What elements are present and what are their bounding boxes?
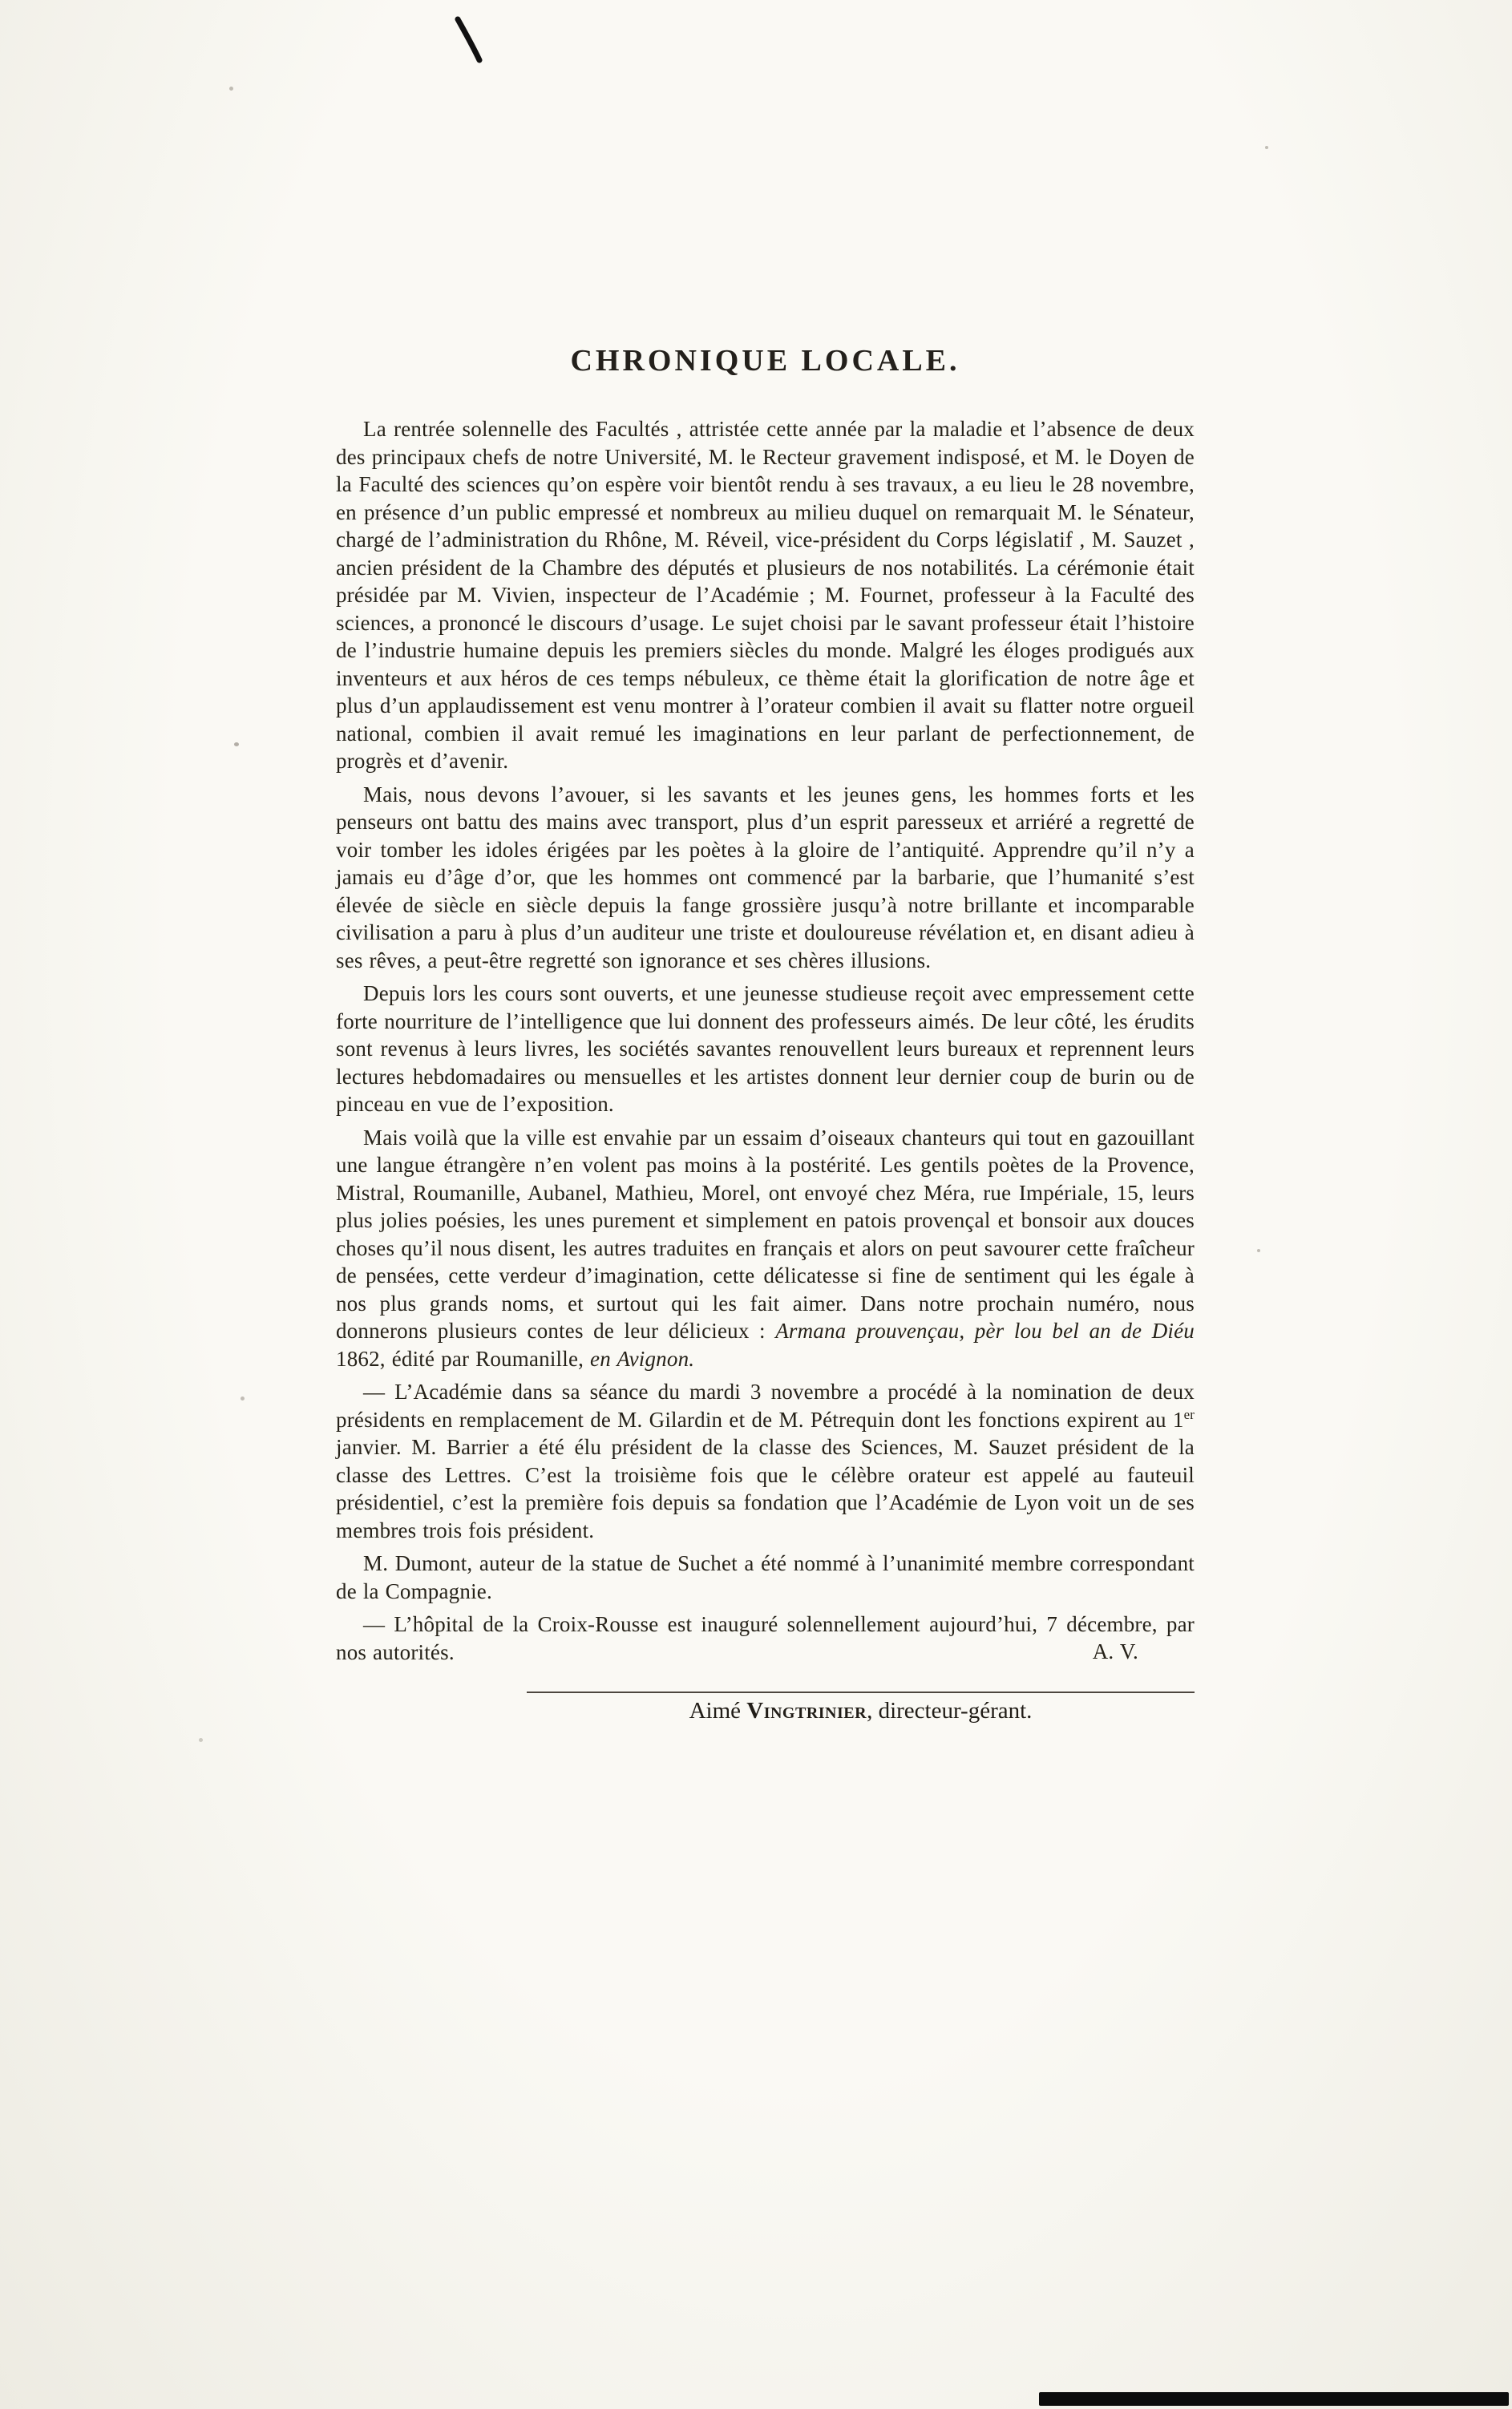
paragraph — [336, 980, 1195, 1118]
text-segment: Mais voilà que la ville est envahie par un essaim d’oiseaux chanteurs qui tout en gazouillant une langue étrangère n’en volent pas moins à la postérité. Les gentils poètes de la Provence, Mistral, Roumanille, Aubanel, Mathieu, Morel, ont envoyé chez Méra, rue Impériale, 15, leurs plus jolies poésies, les unes purement et simplement en patois provençal et bonsoir aux douces choses qu’il nous disent, les autres traduites en français et alors on peut savourer cette fraîcheur de pensées, cette verdeur d’imagination, cette délicatesse si fine de sentiment qui les égale à nos plus grands noms, et surtout qui les fait aimer. Dans notre prochain numéro, nous donnerons plusieurs contes de leur délicieux : — [336, 1125, 1195, 1343]
text-segment: Mais, nous devons l’avouer, si les savants et les jeunes gens, les hommes forts et les penseurs ont battu des mains avec transport, plus d’un esprit paresseux et arriéré a regretté de voir tomber les idoles érigées par les poètes à la gloire de l’antiquité. Apprendre qu’il n’y a jamais eu d’âge d’or, que les hommes ont commencé par la barbarie, que l’humanité s’est élevée de siècle en siècle depuis la fange grossière jusqu’à notre brillante et incomparable civilisation a paru à plus d’un auditeur une triste et douloureuse révélation et, en disant adieu à ses rêves, a peut-être regretté son ignorance et ses chères illusions. — [336, 782, 1195, 972]
article-body — [336, 415, 1195, 1666]
scan-speck — [241, 1396, 245, 1401]
scan-speck — [1265, 146, 1268, 149]
text-segment: Aimé — [689, 1698, 747, 1724]
pen-stroke-mark — [454, 16, 484, 64]
footer-byline — [527, 1692, 1195, 1724]
scan-speck — [229, 87, 233, 91]
paragraph — [336, 1124, 1195, 1373]
text-segment: Armana prouvençau, pèr lou bel an de Diéu — [775, 1319, 1195, 1343]
paragraph — [336, 415, 1195, 775]
paragraph — [336, 1611, 1195, 1666]
scan-artifact-bar — [1039, 2392, 1509, 2406]
initials-signature: A. V. — [1092, 1639, 1138, 1663]
text-segment: La rentrée solennelle des Facultés , attristée cette année par la maladie et l’absence de deux des principaux chefs de notre Université, M. le Recteur gravement indisposé, et M. le Doyen de la Faculté des sciences qu’on espère voir bientôt rendu à ses travaux, a eu lieu le 28 novembre, en présence d’un public empressé et nombreux au milieu duquel on remarquait M. le Sénateur, chargé de l’administration du Rhône, M. Réveil, vice-président du Corps législatif , M. Sauzet , ancien président de la Chambre des députés et plusieurs de nos notabilités. La cérémonie était présidée par M. Vivien, inspecteur de l’Académie ; M. Fournet, professeur à la Faculté des sciences, a prononcé le discours d’usage. Le sujet choisi par le savant professeur était l’histoire de l’industrie humaine depuis les premiers siècles du monde. Malgré les éloges prodigués aux inventeurs et aux héros de ces temps nébuleux, ce thème était la glorification de notre âge et plus d’un applaudissement est venu montrer à l’orateur combien il avait su flatter notre orgueil national, combien il avait remué les imaginations en leur parlant de perfectionnement, de progrès et d’avenir. — [336, 417, 1195, 773]
scan-speck — [234, 742, 239, 746]
text-segment: M. Dumont, auteur de la statue de Suchet a été nommé à l’unanimité membre correspondant de la Compagnie. — [336, 1551, 1195, 1603]
scan-speck — [199, 1738, 203, 1742]
text-segment: Depuis lors les cours sont ouverts, et une jeunesse studieuse reçoit avec empressement cette forte nourriture de l’intelligence que lui donnent des professeurs aimés. De leur côté, les érudits sont revenus à leurs livres, les sociétés savantes renouvellent leurs bureaux et reprennent leurs lectures hebdomadaires ou mensuelles et les artistes donnent leur dernier coup de burin ou de pinceau en vue de l’exposition. — [336, 981, 1195, 1116]
article-column — [336, 343, 1195, 1724]
text-segment: er — [1183, 1406, 1195, 1422]
paragraph — [336, 1550, 1195, 1605]
paragraph — [336, 781, 1195, 975]
text-segment: , directeur-gérant. — [867, 1698, 1033, 1724]
article-title: CHRONIQUE LOCALE. — [570, 344, 960, 378]
text-segment: — L’Académie dans sa séance du mardi 3 novembre a procédé à la nomination de deux présidents en remplacement de M. Gilardin et de M. Pétrequin dont les fonctions expirent au 1 — [336, 1380, 1195, 1432]
text-segment: Vingtrinier — [746, 1698, 867, 1724]
text-segment: 1862, édité par Roumanille, — [336, 1346, 591, 1371]
text-segment: — L’hôpital de la Croix-Rousse est inauguré solennellement aujourd’hui, 7 décembre, par nos autorités. — [336, 1612, 1195, 1664]
text-segment: en Avignon. — [590, 1346, 695, 1371]
text-segment: janvier. M. Barrier a été élu président de la classe des Sciences, M. Sauzet président de la classe des Lettres. C’est la troisième fois que le célèbre orateur est appelé au fauteuil présidentiel, c’est la première fois depuis sa fondation que l’Académie de Lyon voit un de ses membres trois fois président. — [336, 1435, 1195, 1542]
scan-speck — [1257, 1249, 1260, 1252]
paragraph — [336, 1378, 1195, 1544]
